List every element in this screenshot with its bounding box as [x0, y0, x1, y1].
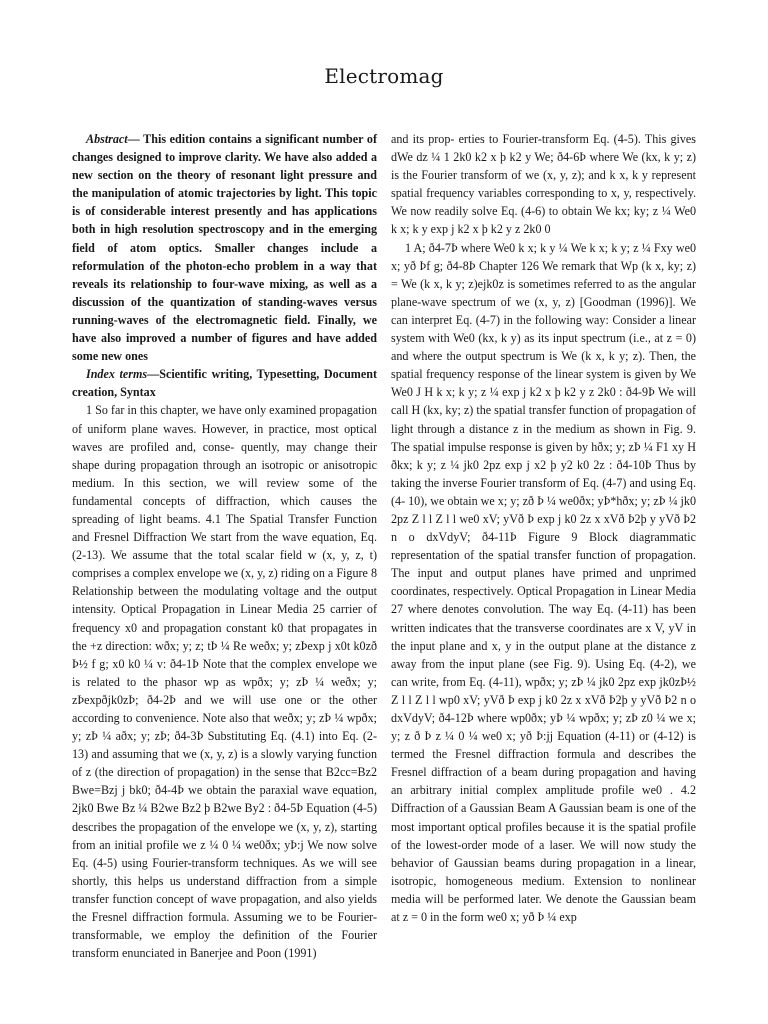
body-paragraph-right-2: 1 A; ð4-7Þ where We0 k x; k y ¼ We k x; k y; z ¼ Fxy we0 x; yð Þf g; ð4-8Þ Chapter 126 We remark that Wp (k x, ky; z) = We (k x, k y; z)ejk0z is sometimes referred to as the angular plane-wave spectrum of we (x, y, z) [Goodman (1996)]. We can interpret Eq. (4-7) in the following way: Consider a linear system with We0 (kx, k y) as its input spectrum (i.e., at z = 0) and where the output spectrum is We (k x, k y; z). Then, the spatial frequency response of the linear system is given by We We0 J H k x; k y; z ¼ exp j k2 x þ k2 y z 2k0 : ð4-9Þ We will call H (kx, ky; z) the spatial transfer function of propagation of light through a distance z in the medium as shown in Fig. 9. The spatial impulse response is given by hðx; y; zÞ ¼ F1 xy H ðkx; k y; z ¼ jk0 2pz exp j x2 þ y2 k0 2z : ð4-10Þ Thus by taking the inverse Fourier transform of Eq. (4-7) and using Eq. (4- 10), we obtain we x; y; zð Þ ¼ we0ðx; yÞ*hðx; y; zÞ ¼ jk0 2pz Z l l Z l l we0 xV; yVð Þ exp j k0 2z x xVð Þ2þ y yVð Þ2 n o dxVdyV; ð4-11Þ Figure 9 Block diagrammatic representation of the spatial transfer function of propagation. The input and output planes have primed and unprimed coordinates, respectively. Optical Propagation in Linear Media 27 where denotes convolution. The way Eq. (4-11) has been written indicates that the transverse coordinates are x V, yV in the input plane and x, y in the output plane at the distance z away from the input plane (see Fig. 9). Using Eq. (4-2), we can write, from Eq. (4-11), wpðx; y; zÞ ¼ jk0 2pz exp jk0zÞ½ Z l l Z l l wp0 xV; yVð Þ exp j k0 2z x xVð Þ2þ y yVð Þ2 n o dxVdyV; ð4-12Þ where wp0ðx; yÞ ¼ wpðx; y; zÞ z0 ¼ we x; y; z ð Þ z ¼ 0 ¼ we0 x; yð Þ:jj Equation (4-11) or (4-12) is termed the Fresnel diffraction formula and describes the Fresnel diffraction of a beam during propagation and having an arbitrary initial complex amplitude profile we0 . 4.2 Diffraction of a Gaussian Beam A Gaussian beam is one of the most important optical profiles because it is the spatial profile of the lowest-order mode of a laser. We will now study the behavior of Gaussian beams during propagation in a linear, isotropic, homogeneous medium. Extension to nonlinear media will be performed later. We denote the Gaussian beam at z = 0 in the form we0 x; yð Þ ¼ exp: [391, 240, 697, 925]
abstract: [72, 130, 377, 365]
abstract-text: — This edition contains a significant number of changes designed to improve clarity. We have also added a new section on the theory of resonant light pressure and the manipulation of atomic trajectories by light. This topic is of considerable interest presently and has applications both in high resolution spectroscopy and in the emerging field of atom optics. Smaller changes include a reformulation of the photon-echo problem in a way that reveals its relationship to four-wave mixing, as well as a discussion of the quantization of standing-waves versus running-waves of the electromagnetic field. Finally, we have also improved a number of figures and have added some new ones: [72, 132, 377, 364]
index-terms-label: Index terms: [86, 367, 148, 382]
index-terms-text: —Scientific writing, Typesetting, Document creation, Syntax: [72, 367, 378, 400]
right-column: [391, 130, 696, 926]
index-terms: [72, 365, 377, 401]
body-paragraph-left: 1 So far in this chapter, we have only examined propagation of uniform plane waves. However, in practice, most optical waves are profiled and, conse- quently, may change their shape during propagation through an isotropic or anisotropic medium. In this section, we will review some of the fundamental concepts of diffraction, which causes the spreading of light beams. 4.1 The Spatial Transfer Function and Fresnel Diffraction We start from the wave equation, Eq. (2-13). We assume that the total scalar field w (x, y, z, t) comprises a complex envelope we (x, y, z) riding on a Figure 8 Relationship between the modulating voltage and the output intensity. Optical Propagation in Linear Media 25 carrier of frequency x0 and propagation constant k0 that propagates in the +z direction: wðx; y; z; tÞ ¼ Re weðx; y; zÞexp j x0t k0zð Þ½ f g; x0 k0 ¼ v: ð4-1Þ Note that the complex envelope we is related to the phasor wp as wpðx; y; zÞ ¼ weðx; y; zÞexpðjk0zÞ; ð4-2Þ and we will use one or the other according to convenience. Note also that weðx; y; zÞ ¼ wpðx; y; zÞ ¼ aðx; y; zÞ; ð4-3Þ Substituting Eq. (4.1) into Eq. (2-13) and assuming that we (x, y, z) is a slowly varying function of z (the direction of propagation) in the sense that B2cc=Bz2 Bwe=Bzj j bk0; ð4-4Þ we obtain the paraxial wave equation, 2jk0 Bwe Bz ¼ B2we Bz2 þ B2we By2 : ð4-5Þ Equation (4-5) describes the propagation of the envelope we (x, y, z), starting from an initial profile we z ¼ 0 ¼ we0ðx; yÞ:j We now solve Eq. (4-5) using Fourier-transform techniques. As we will see shortly, this helps us understand diffraction from a simple transfer function concept of wave propagation, and also yields the Fresnel diffraction formula. Assuming we to be Fourier-transformable, we employ the definition of the Fourier transform enunciated in Banerjee and Poon (1991): [72, 403, 377, 961]
page-title: Electromag: [324, 64, 444, 88]
abstract-label: Abstract: [86, 132, 128, 146]
left-column: [72, 130, 377, 962]
body-paragraph-right-1: and its prop- erties to Fourier-transform Eq. (4-5). This gives dWe dz ¼ 1 2k0 k2 x þ k2 y We; ð4-6Þ where We (kx, k y; z) is the Fourier transform of we (x, y, z); and k x, k y represent spatial frequency variables corresponding to x, y, respectively. We now readily solve Eq. (4-6) to obtain We kx; ky; z ¼ We0 k x; k y exp j k2 x þ k2 y z 2k0 0: [391, 132, 696, 237]
